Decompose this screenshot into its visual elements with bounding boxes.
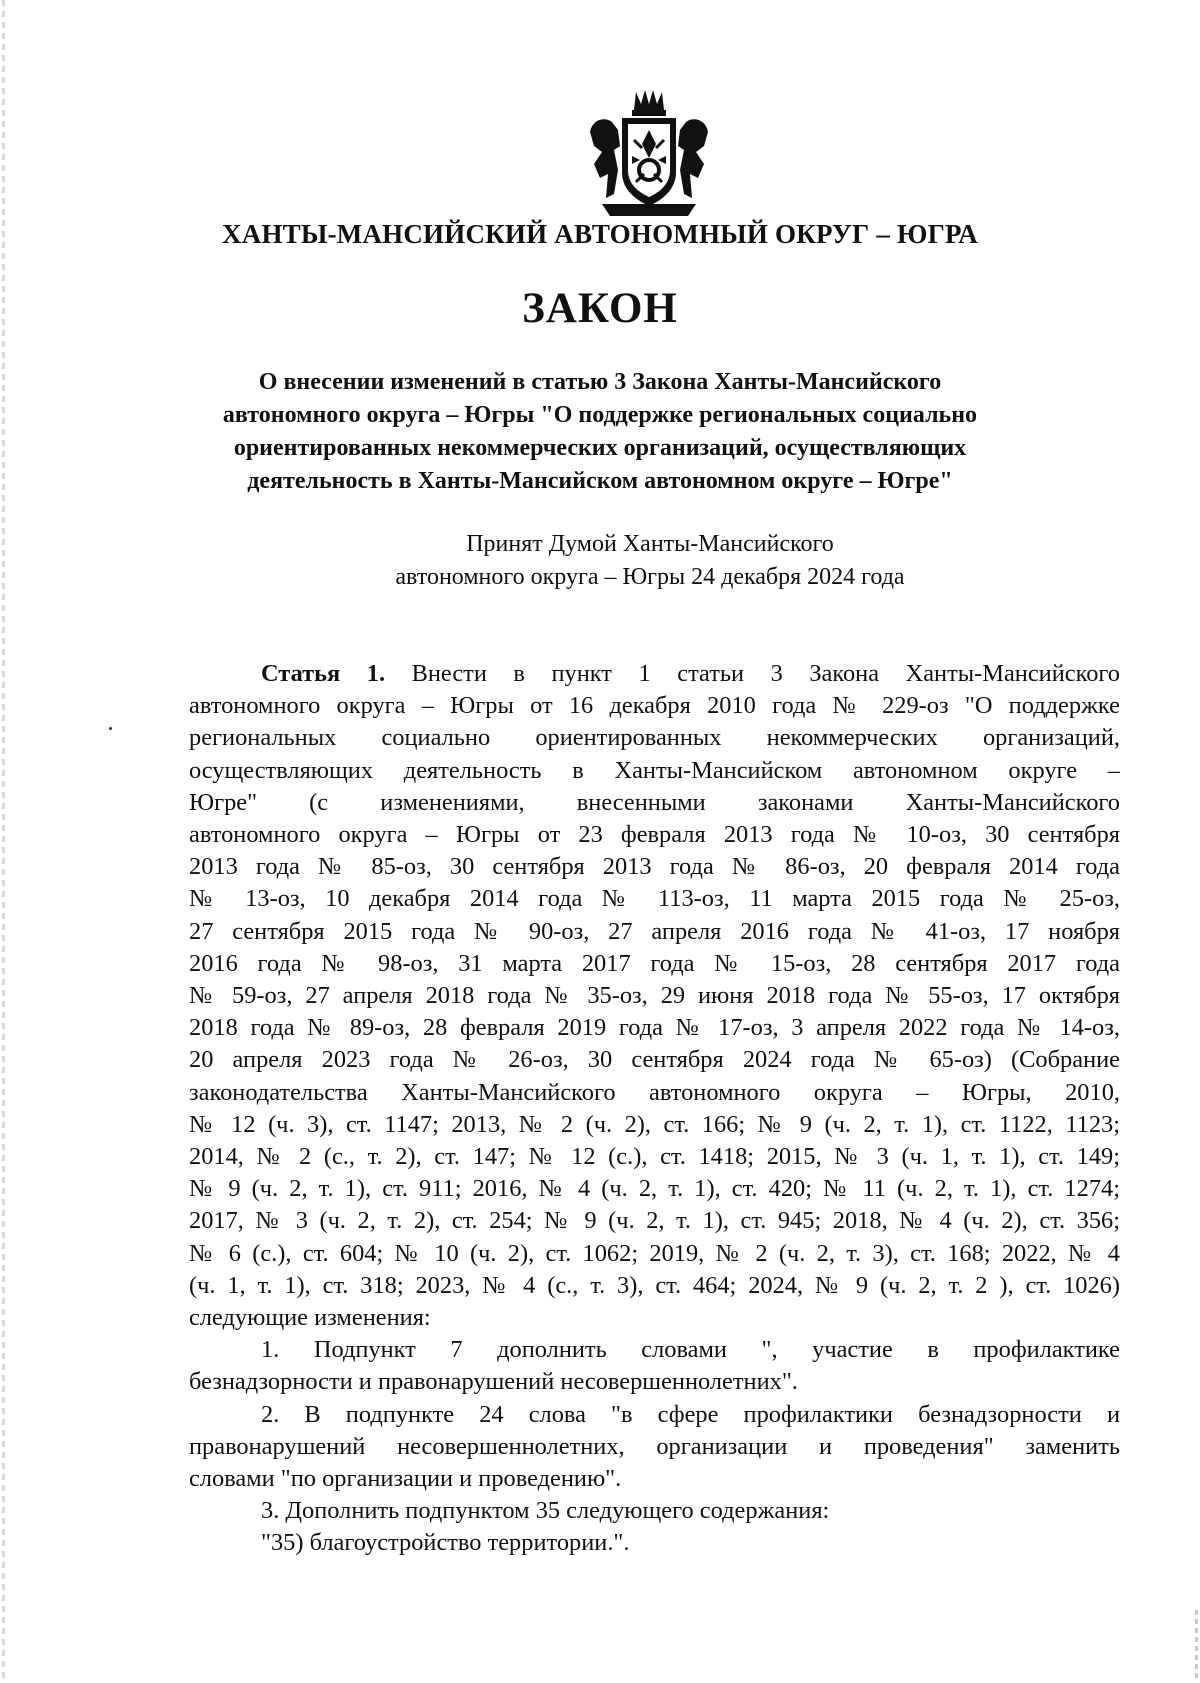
article-line: 27 сентября 2015 года № 90-оз, 27 апреля 2016 года № 41-оз, 17 ноября [189,917,1120,945]
item-2-line: правонарушений несовершеннолетних, организации и проведения" заменить [189,1432,1120,1460]
article-line: 2013 года № 85-оз, 30 сентября 2013 года № 86-оз, 20 февраля 2014 года [189,853,1120,881]
law-title [150,366,1050,498]
article-line: 2014, № 2 (с., т. 2), ст. 147; № 12 (с.), ст. 1418; 2015, № 3 (ч. 1, т. 1), ст. 149; [189,1143,1120,1171]
article-line: № 13-оз, 10 декабря 2014 года № 113-оз, 11 марта 2015 года № 25-оз, [189,885,1120,913]
article-line: 2018 года № 89-оз, 28 февраля 2019 года № 17-оз, 3 апреля 2022 года № 14-оз, [189,1014,1120,1042]
law-title-line: ориентированных некоммерческих организаций, осуществляющих [233,435,967,461]
article-line: следующие изменения: [189,1304,431,1332]
item-35-text: "35) благоустройство территории.". [261,1529,630,1557]
article-line: автономного округа – Югры от 23 февраля 2013 года № 10-оз, 30 сентября [189,821,1120,849]
item-1-line: безнадзорности и правонарушений несовершеннолетних". [189,1368,798,1396]
item-1-line: 1. Подпункт 7 дополнить словами ", участие в профилактике [261,1336,1120,1364]
scan-edge-left [2,0,5,1683]
article-line: № 59-оз, 27 апреля 2018 года № 35-оз, 29 июня 2018 года № 55-оз, 17 октября [189,982,1120,1010]
law-title-line: деятельность в Ханты-Мансийском автономном округе – Югре" [247,468,953,494]
article-line: (ч. 1, т. 1), ст. 318; 2023, № 4 (с., т. 3), ст. 464; 2024, № 9 (ч. 2, т. 2 ), ст. 1026) [189,1271,1120,1299]
article-line: 2017, № 3 (ч. 2, т. 2), ст. 254; № 9 (ч. 2, т. 1), ст. 945; 2018, № 4 (ч. 2), ст. 356; [189,1207,1120,1235]
scan-speck [109,727,112,730]
region-name: ХАНТЫ-МАНСИЙСКИЙ АВТОНОМНЫЙ ОКРУГ – ЮГРА [222,219,978,249]
document-type: ЗАКОН [522,285,678,332]
item-2-line: 2. В подпункте 24 слова "в сфере профилактики безнадзорности и [261,1400,1120,1428]
law-title-line: автономного округа – Югры "О поддержке региональных социально [222,402,978,428]
law-title-line: О внесении изменений в статью 3 Закона Ханты-Мансийского [258,369,942,395]
article-line: № 9 (ч. 2, т. 1), ст. 911; 2016, № 4 (ч. 2, т. 1), ст. 420; № 11 (ч. 2, т. 1), ст. 1274; [189,1175,1120,1203]
article-line: № 12 (ч. 3), ст. 1147; 2013, № 2 (ч. 2), ст. 166; № 9 (ч. 2, т. 1), ст. 1122, 1123; [189,1110,1120,1138]
coat-of-arms-icon [584,86,714,218]
article-line: Югре" (с изменениями, внесенными законами Ханты-Мансийского [189,788,1120,816]
article-line: региональных социально ориентированных некоммерческих организаций, [189,724,1120,752]
adoption-line: Принят Думой Ханты-Мансийского [466,531,834,557]
article-first-line-text: Внести в пункт 1 статьи 3 Закона Ханты-Мансийского [411,660,1120,687]
article-line: законодательства Ханты-Мансийского автономного округа – Югры, 2010, [189,1078,1120,1106]
article-label: Статья 1. [261,660,386,687]
item-2-line: словами "по организации и проведению". [189,1465,622,1493]
adoption-note [250,528,1050,594]
adoption-line: автономного округа – Югры 24 декабря 2024 года [395,564,905,590]
article-line: осуществляющих деятельность в Ханты-Мансийском автономном округе – [189,756,1120,784]
item-3-line: 3. Дополнить подпунктом 35 следующего содержания: [261,1497,830,1525]
article-line: 20 апреля 2023 года № 26-оз, 30 сентября 2024 года № 65-оз) (Собрание [189,1046,1120,1074]
scan-edge-right [1195,1610,1198,1680]
article-first-line [189,658,1120,690]
article-line: № 6 (с.), ст. 604; № 10 (ч. 2), ст. 1062; 2019, № 2 (ч. 2, т. 3), ст. 168; 2022, № 4 [189,1239,1120,1267]
article-1 [189,658,1120,1560]
article-line: автономного округа – Югры от 16 декабря 2010 года № 229-оз "О поддержке [189,692,1120,720]
article-line: 2016 года № 98-оз, 31 марта 2017 года № 15-оз, 28 сентября 2017 года [189,949,1120,977]
